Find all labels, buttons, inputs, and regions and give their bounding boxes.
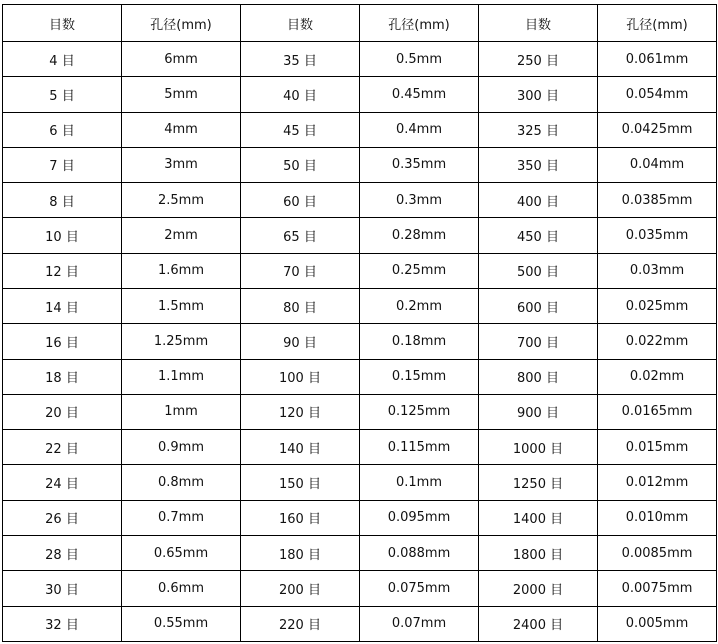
table-row <box>3 500 717 535</box>
aperture-cell: 0.1mm <box>360 465 479 500</box>
mesh-count-cell: 22 目 <box>3 430 122 465</box>
mesh-count-cell: 28 目 <box>3 535 122 570</box>
aperture-cell: 0.07mm <box>360 606 479 642</box>
mesh-count-cell: 2400 目 <box>479 606 598 642</box>
mesh-count-cell: 70 目 <box>241 253 360 288</box>
aperture-cell: 0.054mm <box>598 77 717 112</box>
aperture-cell: 0.2mm <box>360 288 479 323</box>
aperture-cell: 0.022mm <box>598 324 717 359</box>
aperture-cell: 1mm <box>122 394 241 429</box>
mesh-count-cell: 1000 目 <box>479 430 598 465</box>
mesh-count-cell: 120 目 <box>241 394 360 429</box>
aperture-cell: 0.005mm <box>598 606 717 642</box>
mesh-count-cell: 200 目 <box>241 571 360 606</box>
aperture-cell: 0.025mm <box>598 288 717 323</box>
aperture-cell: 0.5mm <box>360 42 479 77</box>
mesh-count-cell: 2000 目 <box>479 571 598 606</box>
mesh-count-cell: 26 目 <box>3 500 122 535</box>
aperture-cell: 1.5mm <box>122 288 241 323</box>
mesh-count-cell: 1400 目 <box>479 500 598 535</box>
aperture-cell: 0.061mm <box>598 42 717 77</box>
table-row <box>3 218 717 253</box>
mesh-count-cell: 45 目 <box>241 112 360 147</box>
aperture-cell: 0.3mm <box>360 183 479 218</box>
aperture-cell: 0.18mm <box>360 324 479 359</box>
aperture-cell: 0.0425mm <box>598 112 717 147</box>
aperture-cell: 0.03mm <box>598 253 717 288</box>
table-row <box>3 394 717 429</box>
table-row <box>3 112 717 147</box>
table-row <box>3 183 717 218</box>
mesh-count-cell: 20 目 <box>3 394 122 429</box>
aperture-cell: 0.4mm <box>360 112 479 147</box>
mesh-count-cell: 24 目 <box>3 465 122 500</box>
aperture-cell: 0.65mm <box>122 535 241 570</box>
mesh-count-cell: 900 目 <box>479 394 598 429</box>
aperture-cell: 4mm <box>122 112 241 147</box>
aperture-cell: 0.0075mm <box>598 571 717 606</box>
mesh-count-cell: 35 目 <box>241 42 360 77</box>
mesh-count-cell: 800 目 <box>479 359 598 394</box>
mesh-count-cell: 32 目 <box>3 606 122 642</box>
mesh-count-cell: 400 目 <box>479 183 598 218</box>
mesh-count-cell: 7 目 <box>3 147 122 182</box>
mesh-count-cell: 180 目 <box>241 535 360 570</box>
aperture-cell: 0.0385mm <box>598 183 717 218</box>
aperture-cell: 0.115mm <box>360 430 479 465</box>
aperture-cell: 0.7mm <box>122 500 241 535</box>
table-row <box>3 147 717 182</box>
header-row <box>3 5 717 42</box>
mesh-count-cell: 8 目 <box>3 183 122 218</box>
mesh-count-cell: 1250 目 <box>479 465 598 500</box>
aperture-cell: 0.15mm <box>360 359 479 394</box>
mesh-count-cell: 600 目 <box>479 288 598 323</box>
mesh-count-cell: 80 目 <box>241 288 360 323</box>
mesh-count-cell: 6 目 <box>3 112 122 147</box>
aperture-cell: 6mm <box>122 42 241 77</box>
aperture-cell: 3mm <box>122 147 241 182</box>
mesh-count-cell: 160 目 <box>241 500 360 535</box>
aperture-cell: 0.28mm <box>360 218 479 253</box>
mesh-count-cell: 100 目 <box>241 359 360 394</box>
mesh-count-cell: 450 目 <box>479 218 598 253</box>
table-row <box>3 465 717 500</box>
table-row <box>3 359 717 394</box>
table-row <box>3 324 717 359</box>
table-row <box>3 606 717 642</box>
aperture-cell: 0.25mm <box>360 253 479 288</box>
aperture-cell: 0.9mm <box>122 430 241 465</box>
mesh-count-cell: 18 目 <box>3 359 122 394</box>
header-mesh-count: 目数 <box>3 5 122 42</box>
table-row <box>3 430 717 465</box>
header-mesh-count: 目数 <box>479 5 598 42</box>
aperture-cell: 2mm <box>122 218 241 253</box>
aperture-cell: 1.6mm <box>122 253 241 288</box>
mesh-count-cell: 10 目 <box>3 218 122 253</box>
aperture-cell: 0.55mm <box>122 606 241 642</box>
aperture-cell: 0.04mm <box>598 147 717 182</box>
aperture-cell: 0.095mm <box>360 500 479 535</box>
mesh-count-cell: 60 目 <box>241 183 360 218</box>
mesh-count-cell: 250 目 <box>479 42 598 77</box>
mesh-count-cell: 1800 目 <box>479 535 598 570</box>
aperture-cell: 1.25mm <box>122 324 241 359</box>
aperture-cell: 0.088mm <box>360 535 479 570</box>
header-aperture: 孔径(mm) <box>360 5 479 42</box>
aperture-cell: 0.45mm <box>360 77 479 112</box>
aperture-cell: 1.1mm <box>122 359 241 394</box>
mesh-count-cell: 5 目 <box>3 77 122 112</box>
table-row <box>3 535 717 570</box>
aperture-cell: 0.125mm <box>360 394 479 429</box>
table-row <box>3 42 717 77</box>
table-row <box>3 571 717 606</box>
table-body <box>3 42 717 642</box>
aperture-cell: 0.035mm <box>598 218 717 253</box>
mesh-count-cell: 14 目 <box>3 288 122 323</box>
header-aperture: 孔径(mm) <box>598 5 717 42</box>
mesh-count-cell: 220 目 <box>241 606 360 642</box>
aperture-cell: 0.010mm <box>598 500 717 535</box>
aperture-cell: 0.35mm <box>360 147 479 182</box>
mesh-count-cell: 40 目 <box>241 77 360 112</box>
aperture-cell: 2.5mm <box>122 183 241 218</box>
mesh-count-cell: 350 目 <box>479 147 598 182</box>
mesh-count-cell: 90 目 <box>241 324 360 359</box>
table-row <box>3 288 717 323</box>
header-mesh-count: 目数 <box>241 5 360 42</box>
aperture-cell: 0.02mm <box>598 359 717 394</box>
header-aperture: 孔径(mm) <box>122 5 241 42</box>
aperture-cell: 0.6mm <box>122 571 241 606</box>
mesh-count-cell: 700 目 <box>479 324 598 359</box>
mesh-count-cell: 16 目 <box>3 324 122 359</box>
aperture-cell: 0.0165mm <box>598 394 717 429</box>
mesh-count-cell: 325 目 <box>479 112 598 147</box>
mesh-count-cell: 4 目 <box>3 42 122 77</box>
aperture-cell: 0.015mm <box>598 430 717 465</box>
aperture-cell: 0.8mm <box>122 465 241 500</box>
mesh-size-table <box>2 4 717 642</box>
aperture-cell: 0.0085mm <box>598 535 717 570</box>
mesh-count-cell: 12 目 <box>3 253 122 288</box>
table-row <box>3 77 717 112</box>
table-row <box>3 253 717 288</box>
mesh-count-cell: 65 目 <box>241 218 360 253</box>
aperture-cell: 0.012mm <box>598 465 717 500</box>
mesh-count-cell: 140 目 <box>241 430 360 465</box>
mesh-count-cell: 500 目 <box>479 253 598 288</box>
mesh-count-cell: 300 目 <box>479 77 598 112</box>
mesh-count-cell: 150 目 <box>241 465 360 500</box>
mesh-count-cell: 50 目 <box>241 147 360 182</box>
mesh-count-cell: 30 目 <box>3 571 122 606</box>
aperture-cell: 0.075mm <box>360 571 479 606</box>
aperture-cell: 5mm <box>122 77 241 112</box>
